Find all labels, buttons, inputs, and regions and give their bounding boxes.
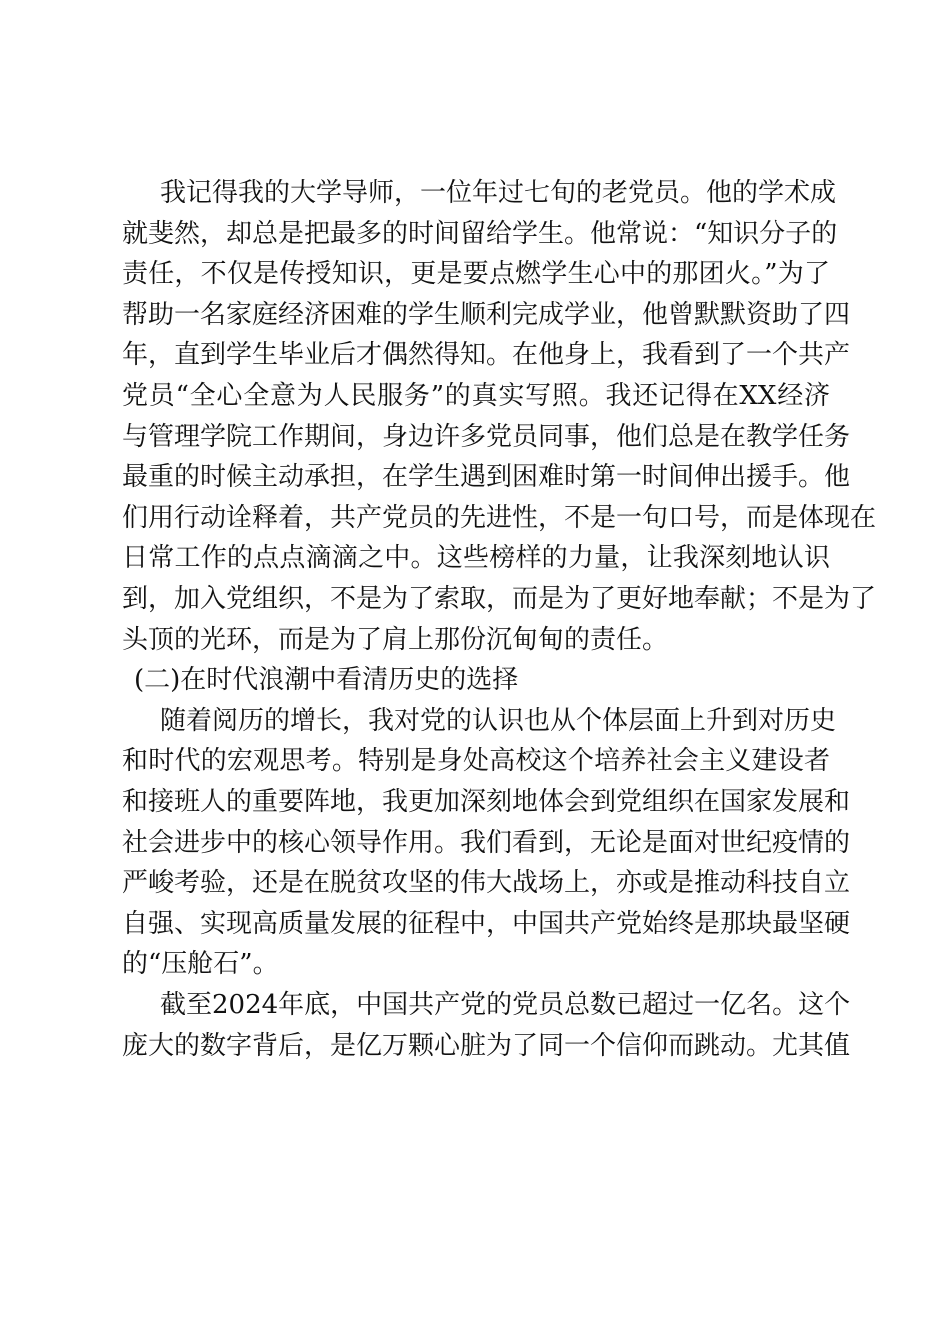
- paragraph-line: 头顶的光环，而是为了肩上那份沉甸甸的责任。: [122, 624, 669, 655]
- paragraph-line: 严峻考验，还是在脱贫攻坚的伟大战场上，亦或是推动科技自立: [122, 868, 851, 899]
- paragraph-line: 和时代的宏观思考。特别是身处高校这个培养社会主义建设者: [122, 746, 830, 777]
- paragraph-line: 们用行动诠释着，共产党员的先进性，不是一句口号，而是体现在: [122, 502, 877, 533]
- paragraph-line: 就斐然，却总是把最多的时间留给学生。他常说：“知识分子的: [122, 218, 838, 249]
- paragraph-line: 党员“全心全意为人民服务”的真实写照。我还记得在XX经济: [122, 381, 830, 411]
- paragraph-line: 我记得我的大学导师，一位年过七旬的老党员。他的学术成: [160, 178, 837, 208]
- paragraph-line: 日常工作的点点滴滴之中。这些榜样的力量，让我深刻地认识: [122, 543, 830, 574]
- paragraph-line: 责任，不仅是传授知识，更是要点燃学生心中的那团火。”为了: [122, 259, 830, 290]
- paragraph-line: 自强、实现高质量发展的征程中，中国共产党始终是那块最坚硬: [122, 908, 851, 939]
- paragraph-line: 帮助一名家庭经济困难的学生顺利完成学业，他曾默默资助了四: [122, 299, 851, 330]
- paragraph-line: 社会进步中的核心领导作用。我们看到，无论是面对世纪疫情的: [122, 827, 851, 858]
- paragraph-line: 截至2024年底，中国共产党的党员总数已超过一亿名。这个: [160, 990, 851, 1020]
- paragraph-line: 与管理学院工作期间，身边许多党员同事，他们总是在教学任务: [122, 421, 851, 452]
- paragraph-line: 庞大的数字背后，是亿万颗心脏为了同一个信仰而跳动。尤其值: [122, 1030, 851, 1061]
- paragraph-line: 最重的时候主动承担，在学生遇到困难时第一时间伸出援手。他: [122, 462, 851, 493]
- paragraph-line: 和接班人的重要阵地，我更加深刻地体会到党组织在国家发展和: [122, 787, 851, 817]
- paragraph-line: 随着阅历的增长，我对党的认识也从个体层面上升到对历史: [160, 705, 837, 736]
- paragraph-line: 的“压舱石”。: [122, 949, 279, 980]
- paragraph-line: 到，加入党组织，不是为了索取，而是为了更好地奉献；不是为了: [122, 584, 877, 614]
- section-heading: (二)在时代浪潮中看清历史的选择: [134, 665, 519, 696]
- paragraph-line: 年，直到学生毕业后才偶然得知。在他身上，我看到了一个共产: [122, 340, 851, 371]
